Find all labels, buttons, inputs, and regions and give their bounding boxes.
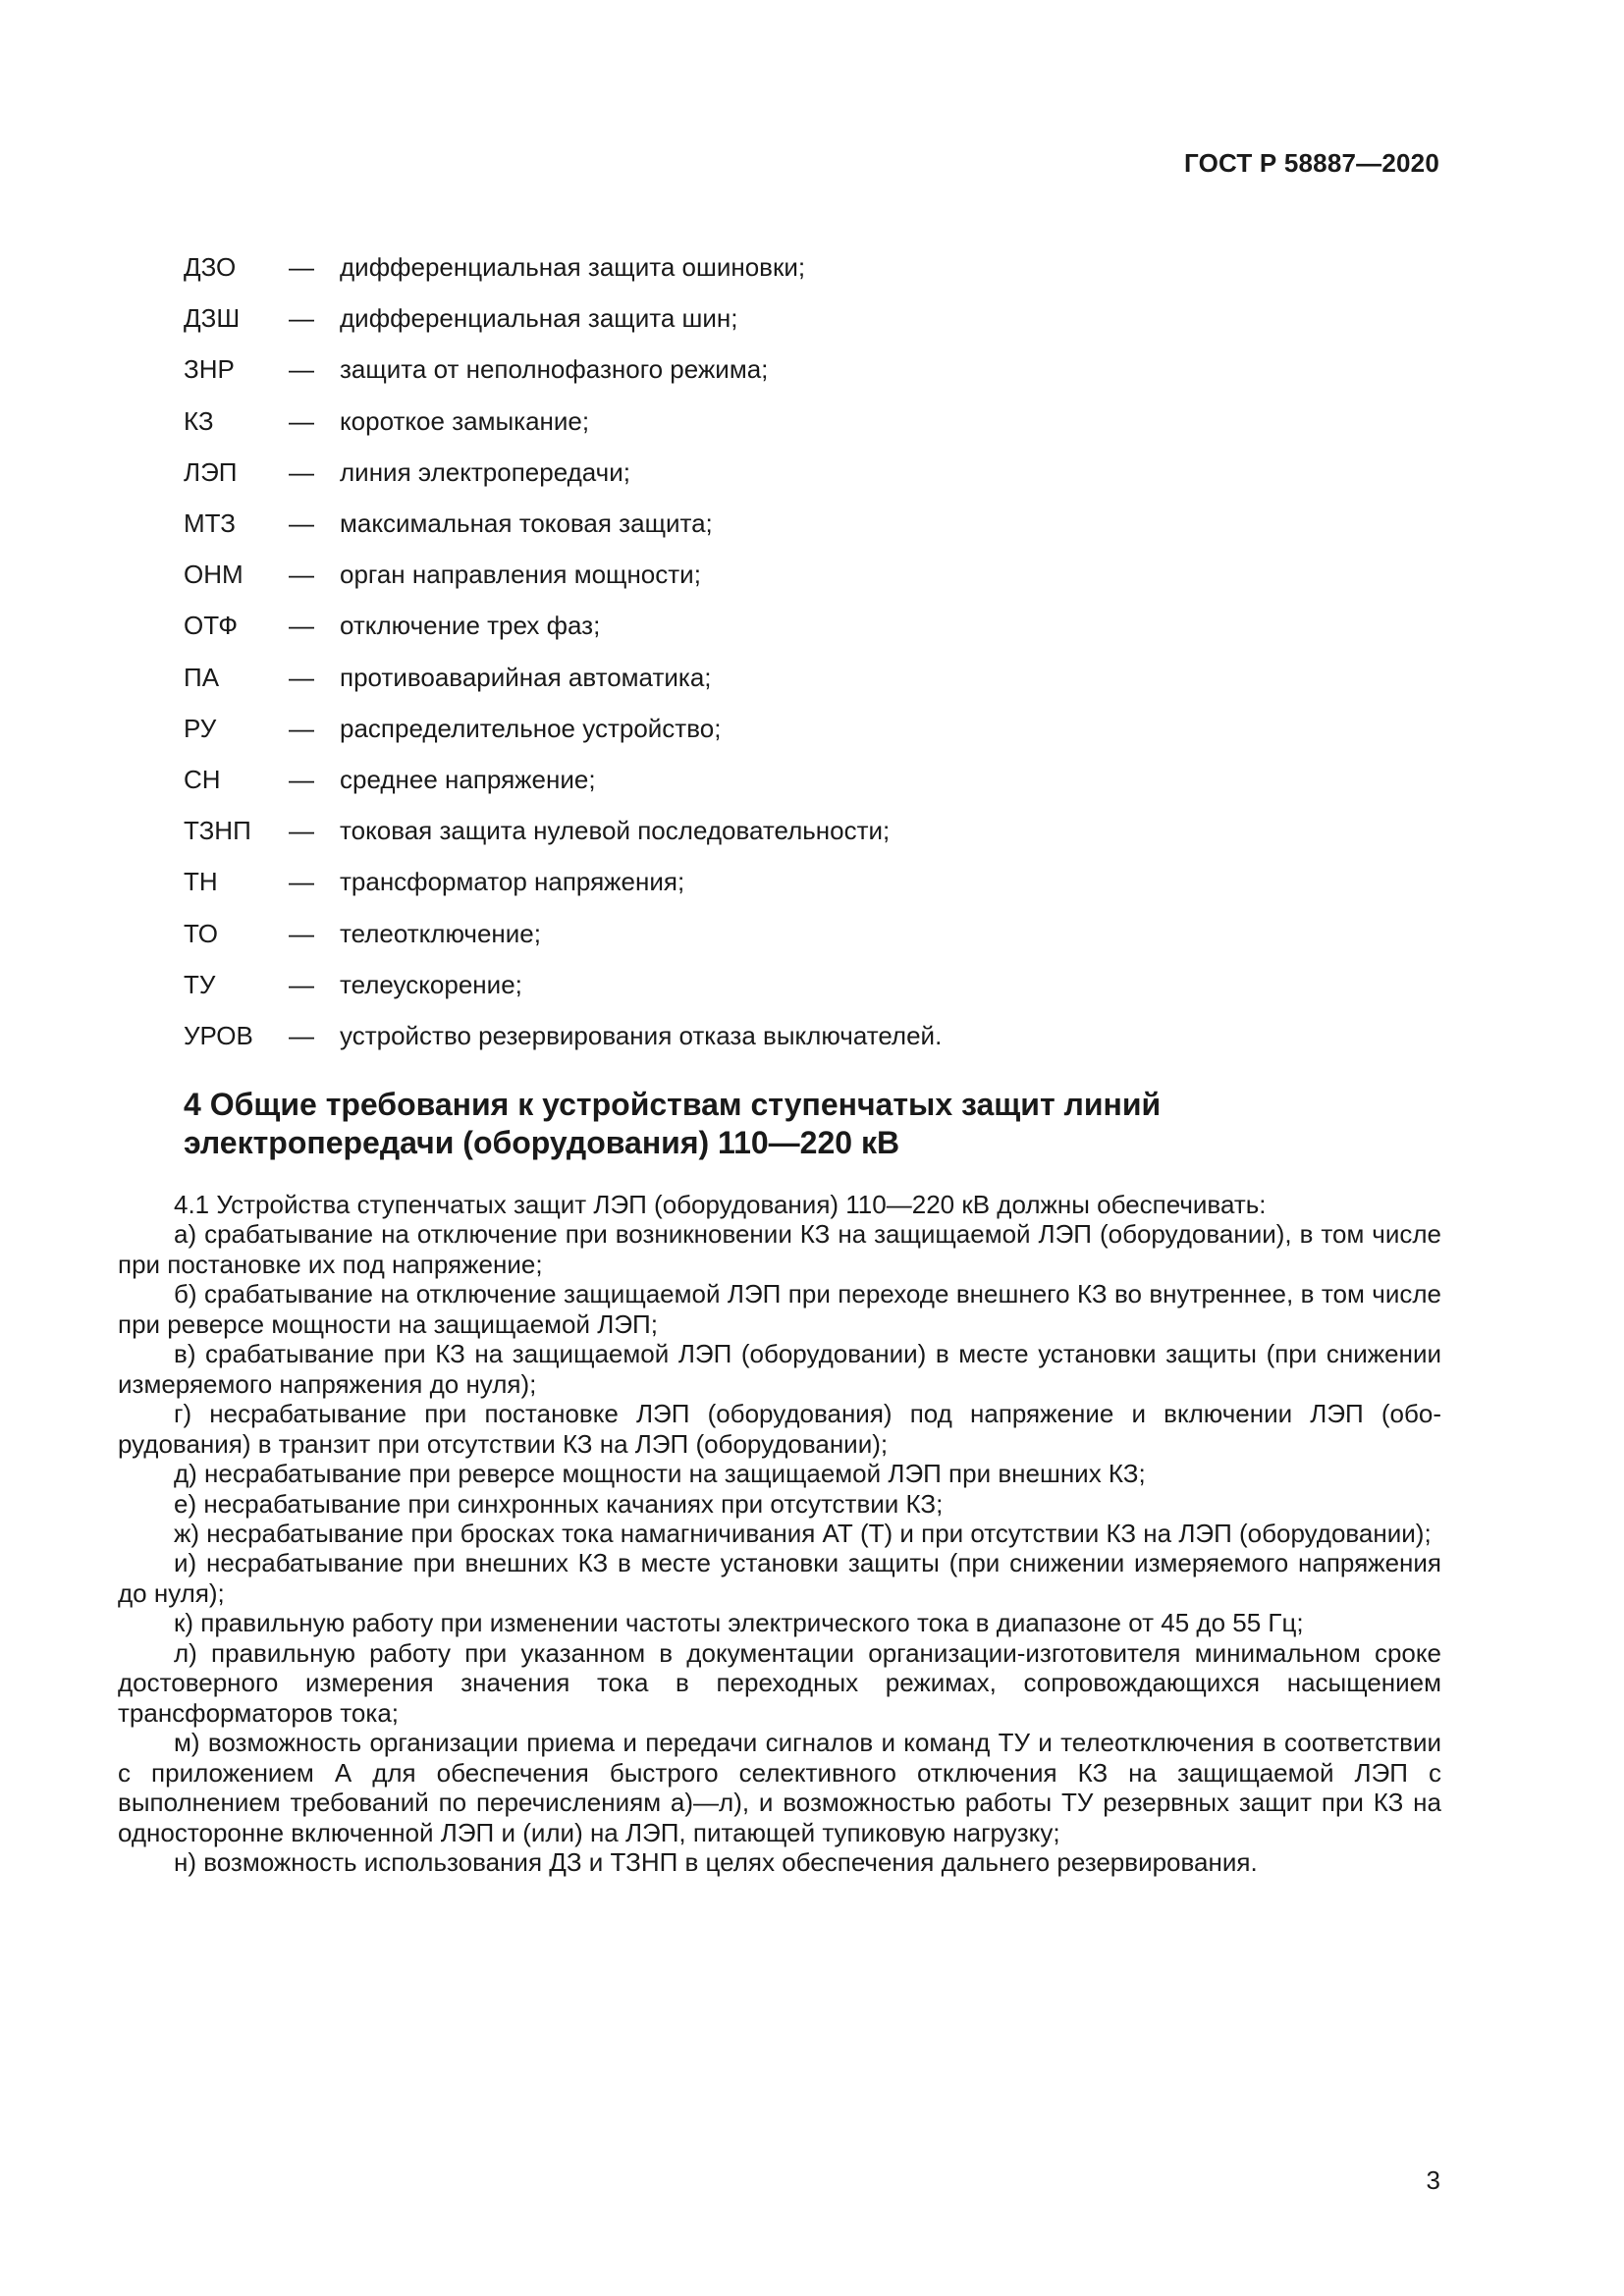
abbreviation-term: ОТФ <box>184 611 239 641</box>
abbreviation-definition: дифференциальная защита шин; <box>340 303 738 334</box>
abbreviation-term: ТЗНП <box>184 816 251 846</box>
abbreviation-row <box>184 805 1440 856</box>
abbreviation-definition: противоаварийная автоматика; <box>340 662 712 692</box>
abbreviation-dash: — <box>289 456 314 487</box>
document-code: ГОСТ Р 58887—2020 <box>1184 148 1439 178</box>
list-item-i: и) несрабатывание при внешних КЗ в месте установки защиты (при снижении измеряемого напряжения до нуля); <box>118 1548 1441 1608</box>
abbreviation-definition: среднее напряжение; <box>340 764 596 794</box>
abbreviation-dash: — <box>289 508 314 539</box>
abbreviation-term: ДЗО <box>184 252 237 283</box>
abbreviation-term: ПА <box>184 662 220 692</box>
abbreviation-row <box>184 907 1440 958</box>
abbreviation-definition: максимальная токовая защита; <box>340 508 713 539</box>
list-item-zh: ж) несрабатывание при бросках тока намагничивания АТ (Т) и при отсутствии КЗ на ЛЭП (оборудовании); <box>174 1518 1432 1548</box>
abbreviation-list <box>184 241 1440 1061</box>
abbreviation-definition: телеотключение; <box>340 918 541 948</box>
abbreviation-row <box>184 856 1440 907</box>
abbreviation-dash: — <box>289 1020 314 1050</box>
abbreviation-row <box>184 652 1440 703</box>
abbreviation-dash: — <box>289 303 314 334</box>
list-item-b: б) срабатывание на отключение защищаемой ЛЭП при переходе внешнего КЗ во внутреннее, в том числе при реверсе мощности на защищаемой ЛЭП; <box>118 1279 1441 1339</box>
abbreviation-term: СН <box>184 764 221 794</box>
abbreviation-definition: защита от неполнофазного режима; <box>340 354 769 385</box>
abbreviation-term: ЛЭП <box>184 456 238 487</box>
abbreviation-term: ЗНР <box>184 354 235 385</box>
list-item-l: л) правильную работу при указанном в документации организации-изготовителя минимальном сроке достоверного измерения значения тока в переходных режимах, сопровождающихся насыщением трансформаторов тока; <box>118 1637 1441 1728</box>
abbreviation-row <box>184 241 1440 293</box>
abbreviation-dash: — <box>289 662 314 692</box>
abbreviation-dash: — <box>289 252 314 283</box>
abbreviation-term: ТН <box>184 867 218 897</box>
abbreviation-definition: отключение трех фаз; <box>340 611 601 641</box>
abbreviation-dash: — <box>289 560 314 590</box>
abbreviation-definition: дифференциальная защита ошиновки; <box>340 252 806 283</box>
abbreviation-term: УРОВ <box>184 1020 253 1050</box>
abbreviation-dash: — <box>289 816 314 846</box>
clause-paragraph: 4.1 Устройства ступенчатых защит ЛЭП (оборудования) 110—220 кВ должны обеспечивать: <box>174 1190 1267 1219</box>
list-item-a: а) срабатывание на отключение при возникновении КЗ на защищаемой ЛЭП (оборудовании), в том числе при постановке их под напряжение; <box>118 1219 1441 1279</box>
abbreviation-term: РУ <box>184 713 217 743</box>
abbreviation-dash: — <box>289 764 314 794</box>
abbreviation-definition: короткое замыкание; <box>340 405 590 436</box>
abbreviation-row <box>184 600 1440 651</box>
abbreviation-row <box>184 1010 1440 1061</box>
abbreviation-row <box>184 959 1440 1010</box>
list-item-d: д) несрабатывание при реверсе мощности на защищаемой ЛЭП при внешних КЗ; <box>174 1459 1146 1489</box>
abbreviation-row <box>184 447 1440 498</box>
section-heading-line: электропередачи (оборудования) 110—220 кВ <box>184 1125 900 1160</box>
abbreviation-definition: устройство резервирования отказа выключателей. <box>340 1020 943 1050</box>
abbreviation-dash: — <box>289 354 314 385</box>
abbreviation-row <box>184 498 1440 549</box>
abbreviation-dash: — <box>289 969 314 999</box>
section-heading <box>184 1086 1440 1162</box>
abbreviation-term: ОНМ <box>184 560 244 590</box>
abbreviation-row <box>184 549 1440 600</box>
list-item-k: к) правильную работу при изменении частоты электрического тока в диапазоне от 45 до 55 Гц; <box>174 1608 1304 1638</box>
list-item-m: м) возможность организации приема и передачи сигналов и команд ТУ и телеотключения в соответствии с приложением А для обеспечения быстрого селективного отключения КЗ на защищаемой ЛЭП с выполнением требований по перечислениям а)—л), и возможностью работы ТУ резервных защит при КЗ на односторонне включенной ЛЭП и (или) на ЛЭП, питающей тупиковую нагрузку; <box>118 1728 1441 1847</box>
abbreviation-term: КЗ <box>184 405 214 436</box>
abbreviation-definition: телеускорение; <box>340 969 522 999</box>
abbreviation-row <box>184 754 1440 805</box>
abbreviation-definition: орган направления мощности; <box>340 560 701 590</box>
abbreviation-term: ТУ <box>184 969 216 999</box>
abbreviation-row <box>184 344 1440 395</box>
page-number: 3 <box>1426 2165 1440 2195</box>
section-body <box>118 1190 1441 1877</box>
list-item-g: г) несрабатывание при постановке ЛЭП (оборудования) под напряжение и включении ЛЭП (оборудования) в транзит при отсутствии КЗ на ЛЭП (оборудовании); <box>118 1399 1441 1459</box>
list-item-e: е) несрабатывание при синхронных качаниях при отсутствии КЗ; <box>174 1488 944 1519</box>
abbreviation-row <box>184 293 1440 344</box>
abbreviation-dash: — <box>289 611 314 641</box>
list-item-v: в) срабатывание при КЗ на защищаемой ЛЭП (оборудовании) в месте установки защиты (при снижении измеряемого напряжения до нуля); <box>118 1339 1441 1399</box>
abbreviation-definition: токовая защита нулевой последовательности; <box>340 816 891 846</box>
abbreviation-dash: — <box>289 713 314 743</box>
abbreviation-dash: — <box>289 918 314 948</box>
abbreviation-term: МТЗ <box>184 508 236 539</box>
section-heading-line: 4 Общие требования к устройствам ступенчатых защит линий <box>184 1087 1162 1122</box>
abbreviation-dash: — <box>289 867 314 897</box>
abbreviation-row <box>184 703 1440 754</box>
list-item-n: н) возможность использования ДЗ и ТЗНП в целях обеспечения дальнего резервирования. <box>174 1846 1258 1877</box>
abbreviation-definition: линия электропередачи; <box>340 456 630 487</box>
abbreviation-term: ДЗШ <box>184 303 241 334</box>
abbreviation-definition: трансформатор напряжения; <box>340 867 685 897</box>
abbreviation-definition: распределительное устройство; <box>340 713 722 743</box>
abbreviation-term: ТО <box>184 918 218 948</box>
abbreviation-dash: — <box>289 405 314 436</box>
abbreviation-row <box>184 396 1440 447</box>
